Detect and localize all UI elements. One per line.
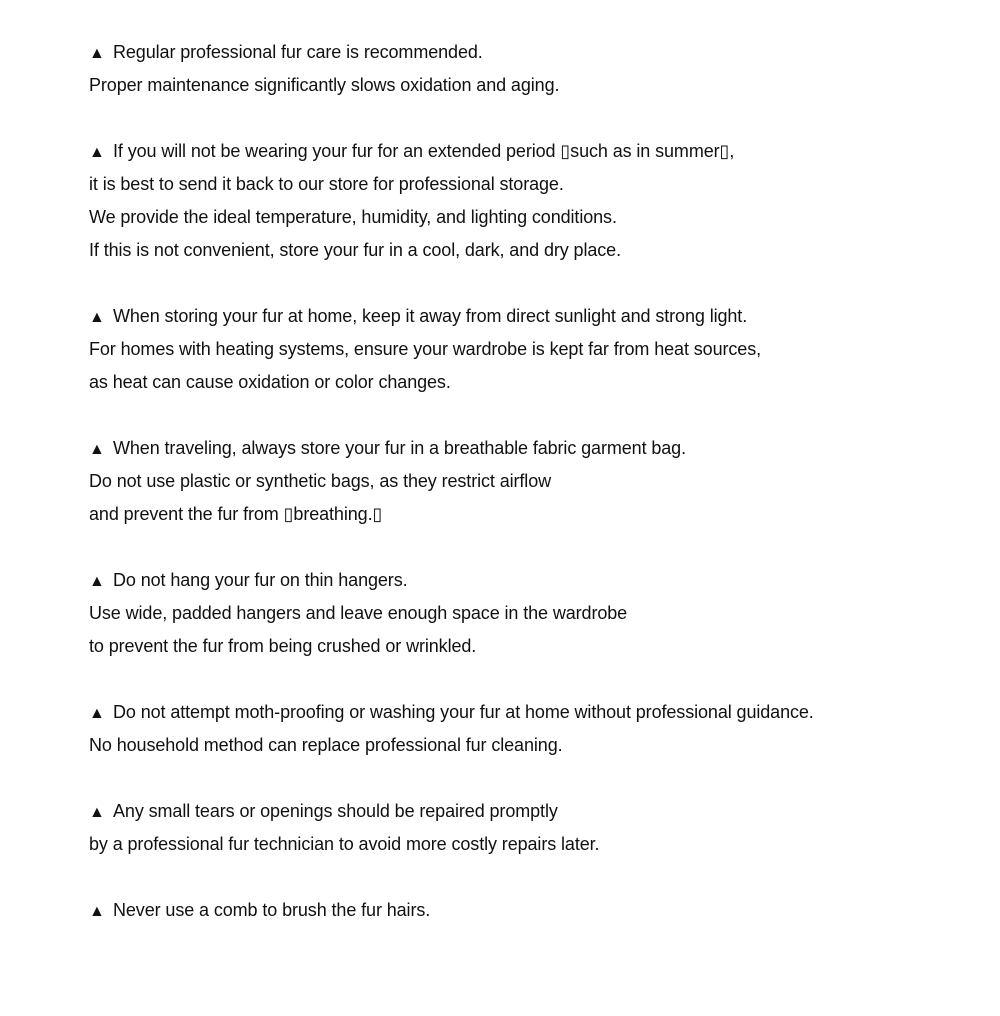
tip-text: Proper maintenance significantly slows oxidation and aging. [89, 75, 560, 95]
triangle-bullet-icon: ▲ [89, 903, 105, 920]
tip-moth-proofing [89, 696, 969, 762]
triangle-bullet-icon: ▲ [89, 45, 105, 62]
tip-text: Regular professional fur care is recommended. [113, 42, 483, 62]
triangle-bullet-icon: ▲ [89, 309, 105, 326]
tip-repairs [89, 795, 969, 861]
triangle-bullet-icon: ▲ [89, 705, 105, 722]
tip-text: and prevent the fur from ▯breathing.▯ [89, 504, 383, 524]
triangle-bullet-icon: ▲ [89, 573, 105, 590]
tip-hangers [89, 564, 969, 663]
tip-text: as heat can cause oxidation or color changes. [89, 372, 451, 392]
tip-text: by a professional fur technician to avoid more costly repairs later. [89, 834, 600, 854]
tip-heading-line [89, 432, 969, 465]
tip-heading-line [89, 135, 969, 168]
tip-text: Use wide, padded hangers and leave enough space in the wardrobe [89, 603, 628, 623]
tip-text: We provide the ideal temperature, humidity, and lighting conditions. [89, 207, 617, 227]
tip-text: For homes with heating systems, ensure your wardrobe is kept far from heat sources, [89, 339, 761, 359]
tip-text: Never use a comb to brush the fur hairs. [113, 900, 431, 920]
tip-home-storage [89, 300, 969, 399]
tip-text: Do not attempt moth-proofing or washing your fur at home without professional guidance. [113, 702, 814, 722]
tip-text: When traveling, always store your fur in a breathable fabric garment bag. [113, 438, 686, 458]
tip-text: No household method can replace professional fur cleaning. [89, 735, 563, 755]
tip-heading-line [89, 894, 969, 927]
tip-no-comb [89, 894, 969, 927]
tip-text: If this is not convenient, store your fur in a cool, dark, and dry place. [89, 240, 621, 260]
triangle-bullet-icon: ▲ [89, 144, 105, 161]
triangle-bullet-icon: ▲ [89, 804, 105, 821]
tip-heading-line [89, 36, 969, 69]
tip-traveling [89, 432, 969, 531]
tip-storage [89, 135, 969, 267]
tip-heading-line [89, 564, 969, 597]
tip-heading-line [89, 300, 969, 333]
triangle-bullet-icon: ▲ [89, 441, 105, 458]
tip-text: When storing your fur at home, keep it away from direct sunlight and strong light. [113, 306, 748, 326]
tip-text: If you will not be wearing your fur for an extended period ▯such as in summer▯, [113, 141, 735, 161]
tip-heading-line [89, 696, 969, 729]
tip-text: it is best to send it back to our store for professional storage. [89, 174, 564, 194]
fur-care-tips-list [89, 36, 969, 960]
tip-text: Do not hang your fur on thin hangers. [113, 570, 408, 590]
tip-professional-care [89, 36, 969, 102]
tip-text: Do not use plastic or synthetic bags, as they restrict airflow [89, 471, 552, 491]
tip-heading-line [89, 795, 969, 828]
tip-text: Any small tears or openings should be repaired promptly [113, 801, 558, 821]
tip-text: to prevent the fur from being crushed or wrinkled. [89, 636, 477, 656]
